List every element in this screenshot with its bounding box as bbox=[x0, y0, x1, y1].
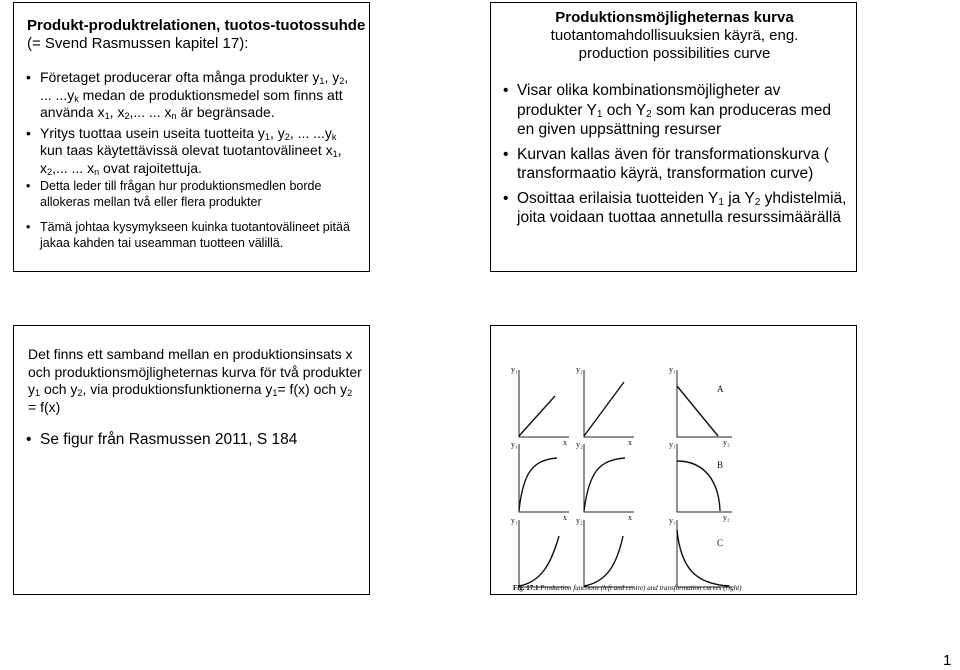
slide2-bullets bbox=[503, 81, 848, 228]
slide1-bullet-1: • Företaget producerar ofta många produkter $y_1$, $y_2$, ... $...y_k$ medan de produktionsmedel som finns att använda $x_1$, $x_2$,... ... $x_n$ är begränsade. bbox=[26, 69, 361, 122]
slide1-bullets-top bbox=[26, 69, 361, 177]
slide2-bullet-2: • Kurvan kallas även för transformationskurva ( transformaatio käyrä, transformation curve) bbox=[503, 145, 848, 184]
label-y1-top: y₁ bbox=[511, 365, 518, 374]
label-y2-right-mid: y₂ bbox=[723, 513, 730, 522]
figure-caption-number: Fig. 17.1 bbox=[513, 584, 539, 592]
label-x-top-mid: x bbox=[628, 438, 632, 447]
label-y1-mid: y₁ bbox=[511, 440, 518, 449]
slide3-paragraph: Det finns ett samband mellan en produktionsinsats x och produktionsmöjligheternas kurva för två produkter $y_1$ och $y_2$, via produktionsfunktionerna $y_1= f(x)$ och $y_2 = f(x)$ bbox=[28, 346, 362, 415]
axes-mid-right bbox=[677, 444, 732, 512]
slide-product-relations bbox=[13, 2, 370, 272]
label-y2-right-top: y₂ bbox=[723, 438, 730, 447]
label-y2-top: y₂ bbox=[576, 365, 583, 374]
label-y1-right-top: y₁ bbox=[669, 365, 676, 374]
label-y2-mid: y₂ bbox=[576, 440, 583, 449]
slide2-title: Produktionsmöjligheternas kurva bbox=[555, 9, 794, 26]
label-x-top-left: x bbox=[563, 438, 567, 447]
curve-convex-y1 bbox=[519, 536, 559, 586]
curve-transformation-a bbox=[677, 386, 718, 436]
slide1-bullets-bottom bbox=[26, 178, 356, 251]
slide-production-possibilities bbox=[490, 2, 857, 272]
slide-relationship-text bbox=[13, 325, 370, 595]
axes-top-right bbox=[677, 370, 732, 437]
label-y2-bottom: y₂ bbox=[576, 516, 583, 525]
curve-linear-y2 bbox=[584, 382, 624, 436]
slide1-title bbox=[27, 17, 372, 53]
axes-bottom-right bbox=[677, 520, 732, 587]
label-a: A bbox=[717, 384, 724, 394]
label-y1-right-mid: y₁ bbox=[669, 440, 676, 449]
slide2-subtitle-line2: production possibilities curve bbox=[578, 45, 771, 62]
label-x-mid-mid: x bbox=[628, 513, 632, 522]
slide3-bullets bbox=[26, 430, 361, 450]
slide1-title-bold: Produkt-produktrelationen, tuotos-tuotossuhde bbox=[27, 17, 366, 34]
label-x-mid-left: x bbox=[563, 513, 567, 522]
slide2-subtitle-line1: tuotantomahdollisuuksien käyrä, eng. bbox=[550, 27, 799, 44]
label-c: C bbox=[717, 538, 724, 548]
slide-figure bbox=[490, 325, 857, 595]
slide1-bullet-2: • Yritys tuottaa usein useita tuotteita $y_1$, $y_2$, ... $...y_k$ kun taas käytettävissä olevat tuotantovälineet $x_1$, $x_2$,... ... $x_n$ ovat rajoitettuja. bbox=[26, 125, 361, 178]
curve-linear-y1 bbox=[519, 396, 555, 436]
page-number: 1 bbox=[943, 652, 952, 669]
slide2-bullet-1: • Visar olika kombinationsmöjligheter av produkter $Y_1$ och $Y_2$ som kan produceras med en given uppsättning resurser bbox=[503, 81, 848, 140]
curve-concave-y1 bbox=[519, 458, 557, 511]
axes-bottom-mid bbox=[584, 520, 634, 587]
axes-bottom-left bbox=[519, 520, 569, 587]
slide2-subtitle bbox=[491, 27, 858, 63]
production-functions-figure bbox=[497, 332, 852, 589]
slide1-bullet-3: • Detta leder till frågan hur produktionsmedlen borde allokeras mellan två eller flera produkter bbox=[26, 178, 356, 210]
curve-transformation-b bbox=[677, 461, 720, 511]
slide2-bullet-3: • Osoittaa erilaisia tuotteiden $Y_1$ ja $Y_2$ yhdistelmiä, joita voidaan tuottaa annetulla resurssimäärällä bbox=[503, 189, 848, 228]
curve-concave-y2 bbox=[584, 458, 625, 511]
slide1-bullet-4: • Tämä johtaa kysymykseen kuinka tuotantovälineet pitää jakaa kahden tai useamman tuotteen välillä. bbox=[26, 219, 356, 251]
label-y1-bottom: y₁ bbox=[511, 516, 518, 525]
slide3-bullet-1: • Se figur från Rasmussen 2011, S 184 bbox=[26, 430, 361, 450]
figure-caption bbox=[513, 584, 742, 592]
curve-convex-y2 bbox=[584, 536, 623, 586]
label-b: B bbox=[717, 460, 724, 470]
figure-caption-text: Production functions (left and centre) and transformation curves (right) bbox=[540, 584, 742, 592]
slide1-title-rest: (= Svend Rasmussen kapitel 17): bbox=[27, 35, 249, 52]
label-y1-right-bottom: y₁ bbox=[669, 516, 676, 525]
